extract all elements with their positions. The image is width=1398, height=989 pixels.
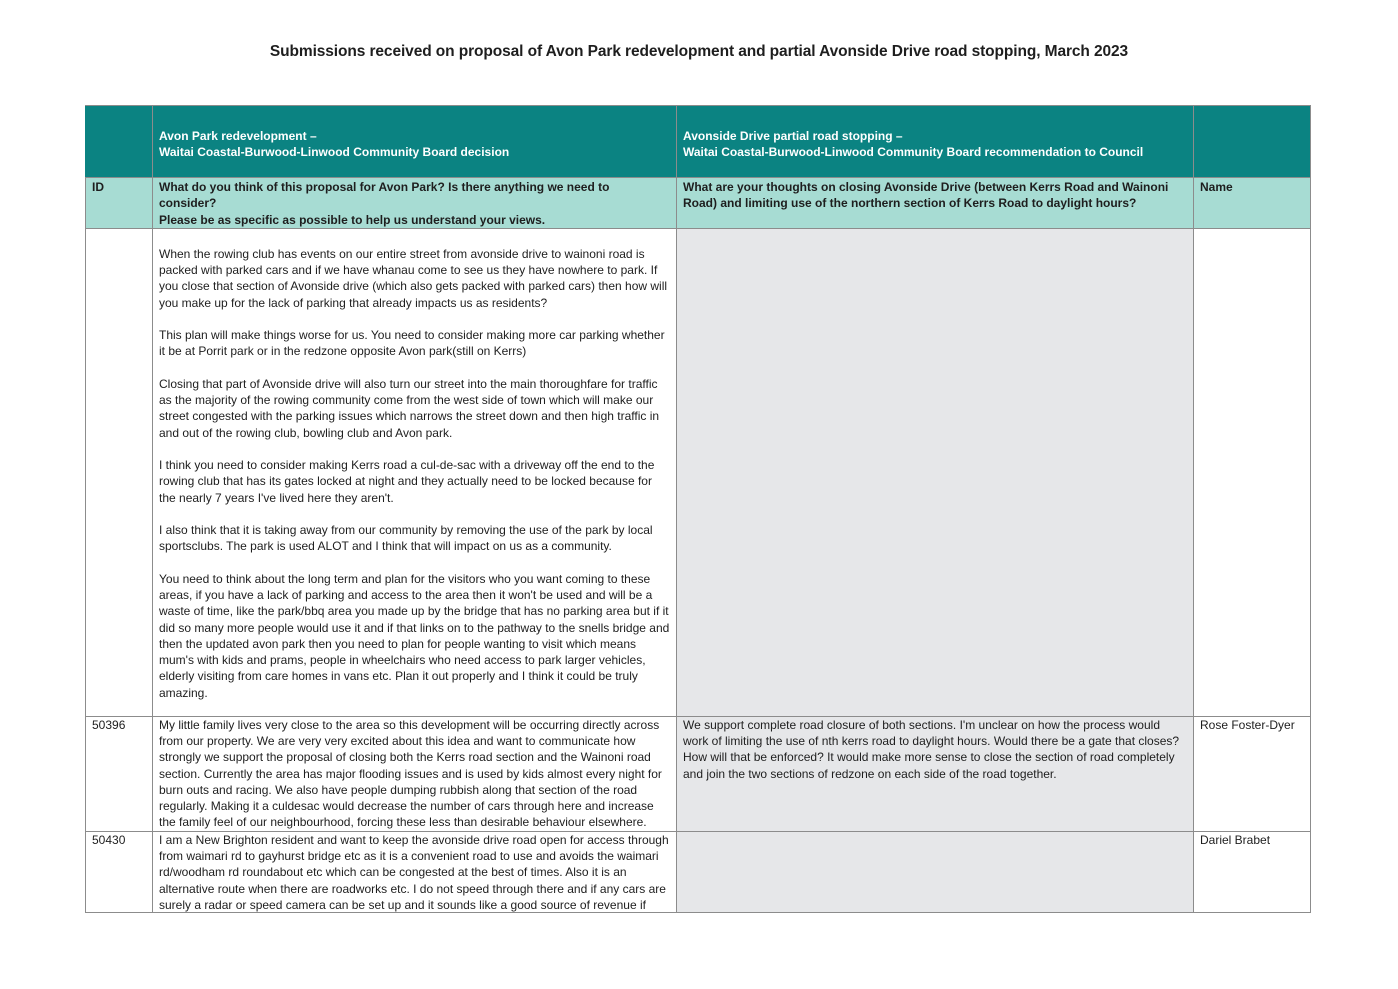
column-header-id: ID — [86, 178, 153, 229]
header-avonside-drive — [677, 106, 1194, 178]
header-band-name-cell — [1194, 106, 1311, 178]
avonside-question-line1: What are your thoughts on closing Avonside Drive (between Kerrs Road and Wainoni — [683, 180, 1169, 194]
column-header-avon-park-question — [153, 178, 677, 229]
submitter-name — [1194, 228, 1311, 716]
avonside-question-line2: Road) and limiting use of the northern section of Kerrs Road to daylight hours? — [683, 196, 1137, 211]
response-paragraph: This plan will make things worse for us. You need to consider making more car parking whether it be at Porrit park or in the redzone opposite Avon park(still on Kerrs) — [159, 328, 665, 359]
table-row — [86, 228, 1311, 716]
avonside-response: We support complete road closure of both sections. I'm unclear on how the process would work of limiting the use of nth kerrs road to daylight hours. Would there be a gate that closes? How will that be enforced? It would make more sense to close the section of road completely and join the two sections of redzone on each side of the road together. — [677, 716, 1194, 831]
row-id: 50396 — [86, 716, 153, 831]
table-row — [86, 716, 1311, 831]
row-id — [86, 228, 153, 716]
header-avon-park-line1: Avon Park redevelopment – — [159, 128, 317, 143]
avon-park-response: My little family lives very close to the area so this development will be occurring directly across from our property. We are very very excited about this idea and want to communicate how strongly we support the proposal of closing both the Kerrs road section and the Wainoni road section. Currently the area has major flooding issues and is used by kids almost every night for burn outs and racing. We also have people dumping rubbish along that section of the road regularly. Making it a culdesac would decrease the number of cars through here and increase the family feel of our neighbourhood, forcing these less than desirable behaviour elsewhere. — [153, 716, 677, 831]
header-avonside-line1: Avonside Drive partial road stopping – — [683, 128, 903, 143]
header-avonside-line2: Waitai Coastal-Burwood-Linwood Community Board recommendation to Council — [683, 145, 1144, 159]
avon-question-line2: Please be as specific as possible to help us understand your views. — [159, 212, 546, 227]
column-header-avonside-question — [677, 178, 1194, 229]
response-paragraph: I think you need to consider making Kerrs road a cul-de-sac with a driveway off the end to the rowing club that has its gates locked at night and they actually need to be locked because for the nearly 7 years I've lived here they aren't. — [159, 458, 655, 505]
header-band-id-cell — [86, 106, 153, 178]
row-id: 50430 — [86, 831, 153, 912]
response-paragraph: I also think that it is taking away from our community by removing the use of the park by local sportsclubs. The park is used ALOT and I think that will impact on us as a community. — [159, 523, 653, 554]
submitter-name: Rose Foster-Dyer — [1194, 716, 1311, 831]
document-title: Submissions received on proposal of Avon Park redevelopment and partial Avonside Drive road stopping, March 2023 — [269, 43, 1129, 60]
avonside-response — [677, 831, 1194, 912]
avon-park-response — [153, 831, 677, 912]
submissions-table — [85, 105, 1311, 913]
header-avon-park-line2: Waitai Coastal-Burwood-Linwood Community Board decision — [159, 145, 510, 159]
response-paragraph: When the rowing club has events on our entire street from avonside drive to wainoni road is packed with parked cars and if we have whanau come to see us they have nowhere to park. If you close that section of Avonside drive (which also gets packed with parked cars) then how will you make up for the lack of parking that already impacts us as residents? — [159, 246, 668, 310]
column-header-name: Name — [1194, 178, 1311, 229]
avon-question-line1: What do you think of this proposal for Avon Park? Is there anything we need to consider? — [159, 180, 610, 211]
avon-park-response — [153, 228, 677, 716]
response-paragraph: You need to think about the long term and plan for the visitors who you want coming to these areas, if you have a lack of parking and access to the area then it won't be used and will be a waste of time, like the park/bbq area you made up by the bridge that has no parking area but if it did so many more people would use it and if that links on to the pathway to the snells bridge and then the updated avon park then you need to plan for people wanting to visit which means mum's with kids and prams, people in wheelchairs who need access to park larger vehicles, elderly visiting from care homes in vans etc. Plan it out properly and I think it could be truly amazing. — [159, 571, 670, 700]
response-paragraph: Closing that part of Avonside drive will also turn our street into the main thoroughfare for traffic as the majority of the rowing community come from the west side of town which will make our street congested with the parking issues which narrows the street down and then high traffic in and out of the rowing club, bowling club and Avon park. — [159, 376, 660, 440]
header-band-row — [86, 106, 1311, 178]
header-avon-park — [153, 106, 677, 178]
avon-park-response-text: I am a New Brighton resident and want to keep the avonside drive road open for access through from waimari rd to gayhurst bridge etc as it is a convenient road to use and avoids the waimari rd/woodham rd roundabout etc which can be congested at the best of times. Also it is an alternative route when there are roadworks etc. I do not speed through there and if any cars are surely a radar or speed camera can be set up and it sounds like a good source of revenue if — [159, 832, 669, 912]
column-header-row — [86, 178, 1311, 229]
submitter-name: Dariel Brabet — [1194, 831, 1311, 912]
avonside-response — [677, 228, 1194, 716]
table-row — [86, 831, 1311, 912]
